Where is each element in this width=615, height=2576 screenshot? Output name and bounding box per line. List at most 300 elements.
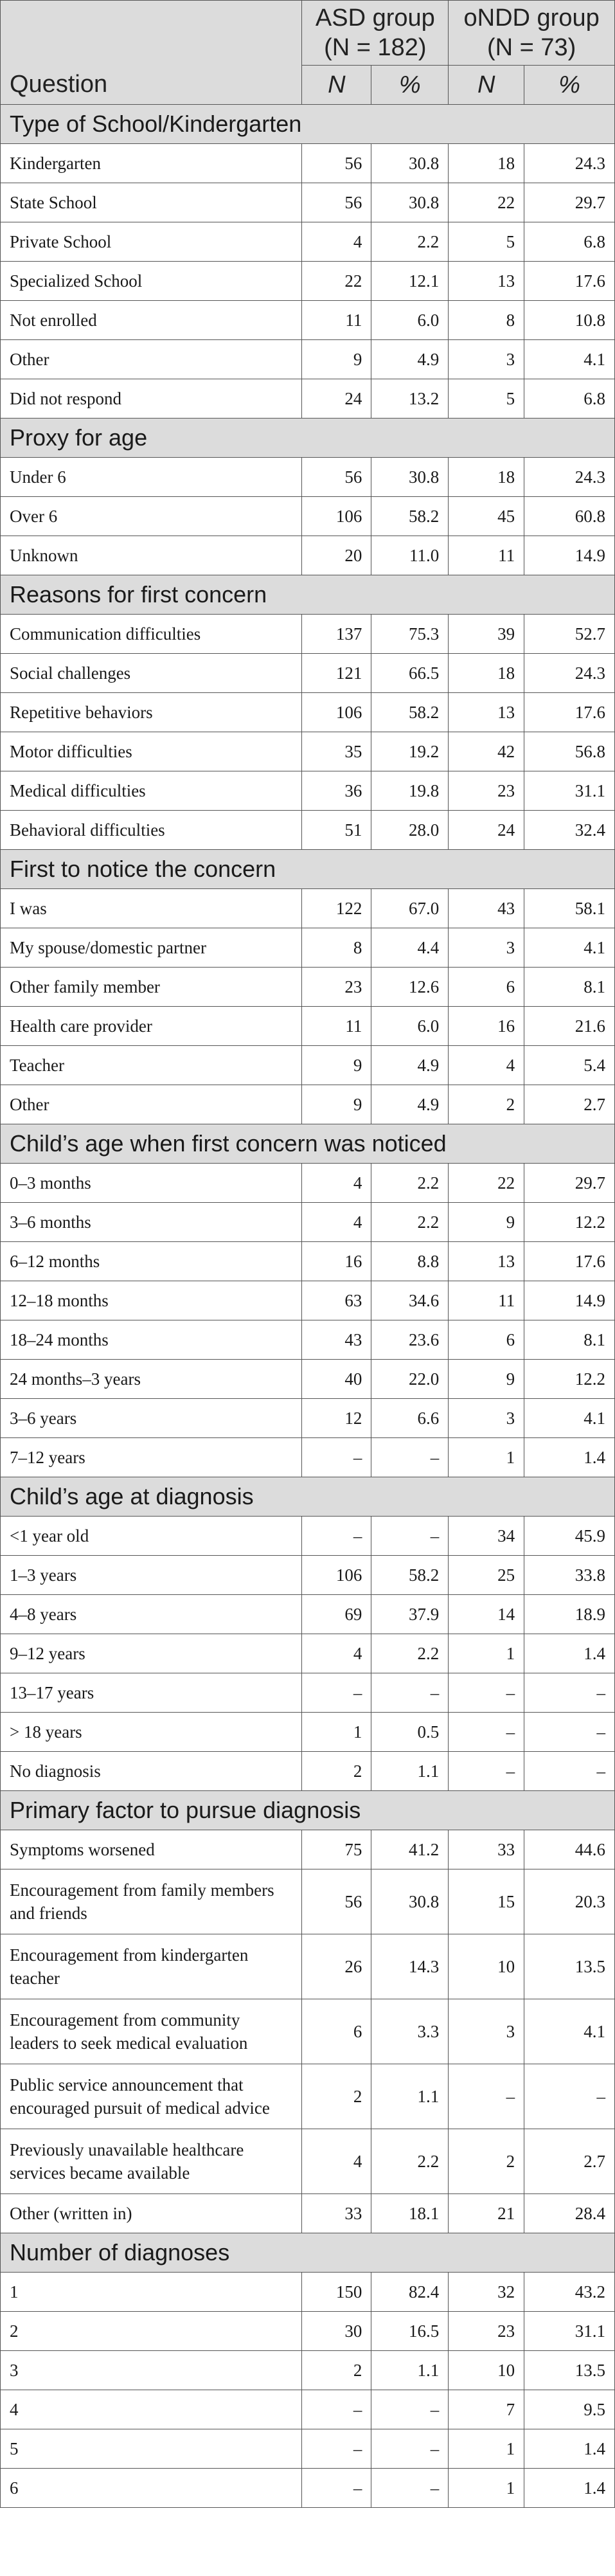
ondd-percent-cell: 21.6 (524, 1007, 615, 1046)
asd-n-cell: 2 (302, 2064, 371, 2129)
ondd-percent-cell: – (524, 2064, 615, 2129)
asd-n-cell: 35 (302, 732, 371, 771)
asd-n-cell: – (302, 2469, 371, 2508)
asd-n-cell: 4 (302, 222, 371, 262)
row-label: Other (1, 1085, 302, 1124)
asd-percent-cell: 3.3 (371, 1999, 449, 2064)
ondd-n-cell: 11 (449, 536, 524, 575)
asd-percent-cell: 34.6 (371, 1281, 449, 1320)
ondd-percent-cell: 1.4 (524, 2469, 615, 2508)
ondd-n-cell: 42 (449, 732, 524, 771)
ondd-n-cell: – (449, 2064, 524, 2129)
table-row (1, 1281, 615, 1320)
asd-n-cell: 33 (302, 2194, 371, 2233)
asd-n-cell: 106 (302, 497, 371, 536)
table-row (1, 1556, 615, 1595)
ondd-n-cell: 6 (449, 1320, 524, 1360)
asd-percent-cell: 30.8 (371, 1869, 449, 1934)
ondd-percent-cell: 14.9 (524, 536, 615, 575)
asd-n-cell: 4 (302, 2129, 371, 2194)
table-row (1, 2129, 615, 2194)
row-label: Other (written in) (1, 2194, 302, 2233)
ondd-percent-cell: 24.3 (524, 458, 615, 497)
ondd-n-cell: 39 (449, 615, 524, 654)
ondd-percent-cell: 45.9 (524, 1517, 615, 1556)
asd-percent-cell: 2.2 (371, 1634, 449, 1673)
asd-n-cell: 9 (302, 1046, 371, 1085)
table-row (1, 497, 615, 536)
ondd-n-cell: 5 (449, 222, 524, 262)
row-label: Medical difficulties (1, 771, 302, 811)
ondd-percent-cell: 8.1 (524, 1320, 615, 1360)
ondd-n-cell: 1 (449, 1438, 524, 1477)
row-label: Other (1, 340, 302, 379)
row-label: Teacher (1, 1046, 302, 1085)
row-label: Repetitive behaviors (1, 693, 302, 732)
asd-n-header: N (302, 66, 371, 105)
ondd-percent-cell: 32.4 (524, 811, 615, 850)
table-row (1, 1713, 615, 1752)
row-label: My spouse/domestic partner (1, 928, 302, 968)
table-row (1, 928, 615, 968)
asd-percent-cell: 4.9 (371, 340, 449, 379)
ondd-percent-cell: 31.1 (524, 2312, 615, 2351)
ondd-n-cell: 23 (449, 2312, 524, 2351)
asd-n-cell: 4 (302, 1164, 371, 1203)
table-row (1, 536, 615, 575)
table-row (1, 2469, 615, 2508)
table-row (1, 340, 615, 379)
section-header-row (1, 850, 615, 889)
row-label: 4–8 years (1, 1595, 302, 1634)
asd-percent-cell: 2.2 (371, 2129, 449, 2194)
asd-percent-cell: 4.4 (371, 928, 449, 968)
ondd-percent-cell: 1.4 (524, 2429, 615, 2469)
section-header-row (1, 1477, 615, 1517)
ondd-percent-cell: 12.2 (524, 1203, 615, 1242)
ondd-n-cell: 1 (449, 2469, 524, 2508)
ondd-n-cell: 25 (449, 1556, 524, 1595)
section-title: First to notice the concern (1, 850, 615, 889)
asd-percent-cell: – (371, 1517, 449, 1556)
asd-n-cell: 56 (302, 458, 371, 497)
ondd-n-cell: 14 (449, 1595, 524, 1634)
ondd-percent-cell: 12.2 (524, 1360, 615, 1399)
ondd-n-cell: 2 (449, 1085, 524, 1124)
asd-percent-cell: 28.0 (371, 811, 449, 850)
ondd-n-cell: 24 (449, 811, 524, 850)
ondd-n-cell: 16 (449, 1007, 524, 1046)
ondd-percent-cell: 33.8 (524, 1556, 615, 1595)
table-row (1, 2194, 615, 2233)
table-row (1, 1673, 615, 1713)
row-label: Did not respond (1, 379, 302, 419)
table-row (1, 1085, 615, 1124)
row-label: 5 (1, 2429, 302, 2469)
row-label: Other family member (1, 968, 302, 1007)
section-title: Child’s age when first concern was noticed (1, 1124, 615, 1164)
row-label: Health care provider (1, 1007, 302, 1046)
asd-n-cell: 26 (302, 1934, 371, 1999)
ondd-n-cell: 23 (449, 771, 524, 811)
table-row (1, 1242, 615, 1281)
asd-percent-cell: 19.8 (371, 771, 449, 811)
table-row (1, 1999, 615, 2064)
ondd-n-cell: 21 (449, 2194, 524, 2233)
row-label: Specialized School (1, 262, 302, 301)
asd-n-cell: 9 (302, 1085, 371, 1124)
asd-n-cell: 63 (302, 1281, 371, 1320)
asd-percent-cell: 2.2 (371, 1203, 449, 1242)
table-row (1, 1934, 615, 1999)
asd-n-cell: 43 (302, 1320, 371, 1360)
table-row (1, 1517, 615, 1556)
asd-group-header (302, 1, 449, 66)
asd-n-cell: 4 (302, 1634, 371, 1673)
ondd-n-cell: 3 (449, 1999, 524, 2064)
asd-percent-cell: 14.3 (371, 1934, 449, 1999)
ondd-group-header (449, 1, 615, 66)
asd-n-cell: – (302, 2390, 371, 2429)
table-row (1, 889, 615, 928)
row-label: 1 (1, 2273, 302, 2312)
asd-percent-cell: 11.0 (371, 536, 449, 575)
asd-n-cell: 121 (302, 654, 371, 693)
row-label: > 18 years (1, 1713, 302, 1752)
row-label: 4 (1, 2390, 302, 2429)
asd-percent-cell: 30.8 (371, 183, 449, 222)
section-title: Reasons for first concern (1, 575, 615, 615)
asd-percent-cell: 1.1 (371, 1752, 449, 1791)
table-row (1, 1320, 615, 1360)
row-label: State School (1, 183, 302, 222)
ondd-percent-cell: 58.1 (524, 889, 615, 928)
asd-n-cell: 150 (302, 2273, 371, 2312)
table-row (1, 968, 615, 1007)
asd-n-cell: – (302, 1438, 371, 1477)
table-row (1, 1164, 615, 1203)
asd-n-cell: 16 (302, 1242, 371, 1281)
asd-n-cell: 69 (302, 1595, 371, 1634)
ondd-percent-cell: 6.8 (524, 222, 615, 262)
asd-n-cell: 24 (302, 379, 371, 419)
asd-percent-cell: 67.0 (371, 889, 449, 928)
table-row (1, 262, 615, 301)
row-label: Kindergarten (1, 144, 302, 183)
asd-percent-cell: 4.9 (371, 1046, 449, 1085)
table-row (1, 2429, 615, 2469)
asd-percent-cell: 18.1 (371, 2194, 449, 2233)
ondd-percent-cell: 17.6 (524, 262, 615, 301)
ondd-n-cell: 45 (449, 497, 524, 536)
asd-percent-cell: – (371, 2390, 449, 2429)
table-row (1, 1203, 615, 1242)
ondd-percent-cell: 4.1 (524, 340, 615, 379)
row-label: 0–3 months (1, 1164, 302, 1203)
table-row (1, 2273, 615, 2312)
table-row (1, 458, 615, 497)
ondd-n-cell: 6 (449, 968, 524, 1007)
asd-n-cell: 12 (302, 1399, 371, 1438)
asd-group-title: ASD group (315, 5, 435, 32)
row-label: Under 6 (1, 458, 302, 497)
row-label: 3 (1, 2351, 302, 2390)
ondd-percent-cell: 1.4 (524, 1634, 615, 1673)
section-header-row (1, 1791, 615, 1830)
asd-n-cell: 23 (302, 968, 371, 1007)
ondd-n-cell: 43 (449, 889, 524, 928)
table-row (1, 1046, 615, 1085)
asd-percent-cell: 12.6 (371, 968, 449, 1007)
asd-n-cell: 1 (302, 1713, 371, 1752)
ondd-n-cell: 22 (449, 183, 524, 222)
row-label: 7–12 years (1, 1438, 302, 1477)
ondd-percent-cell: 13.5 (524, 2351, 615, 2390)
asd-n-cell: – (302, 2429, 371, 2469)
row-label: Social challenges (1, 654, 302, 693)
table-row (1, 1595, 615, 1634)
section-header-row (1, 2233, 615, 2273)
asd-percent-cell: – (371, 1673, 449, 1713)
row-label: Symptoms worsened (1, 1830, 302, 1869)
ondd-percent-cell: 9.5 (524, 2390, 615, 2429)
row-label: <1 year old (1, 1517, 302, 1556)
asd-percent-cell: – (371, 2469, 449, 2508)
section-header-row (1, 105, 615, 144)
ondd-n-cell: 7 (449, 2390, 524, 2429)
asd-n-cell: 11 (302, 1007, 371, 1046)
row-label: Motor difficulties (1, 732, 302, 771)
ondd-n-cell: 8 (449, 301, 524, 340)
row-label: 1–3 years (1, 1556, 302, 1595)
question-header: Question (1, 1, 302, 105)
ondd-n-cell: – (449, 1673, 524, 1713)
row-label: 6 (1, 2469, 302, 2508)
ondd-percent-cell: 28.4 (524, 2194, 615, 2233)
ondd-n-cell: 34 (449, 1517, 524, 1556)
row-label: 24 months–3 years (1, 1360, 302, 1399)
asd-n-cell: 106 (302, 1556, 371, 1595)
asd-percent-cell: 58.2 (371, 693, 449, 732)
ondd-n-cell: 1 (449, 2429, 524, 2469)
row-label: 13–17 years (1, 1673, 302, 1713)
row-label: Behavioral difficulties (1, 811, 302, 850)
ondd-n-cell: 5 (449, 379, 524, 419)
ondd-n-header: N (449, 66, 524, 105)
row-label: Over 6 (1, 497, 302, 536)
ondd-percent-cell: 10.8 (524, 301, 615, 340)
ondd-n-cell: 32 (449, 2273, 524, 2312)
ondd-percent-cell: 17.6 (524, 1242, 615, 1281)
asd-percent-cell: 6.6 (371, 1399, 449, 1438)
asd-n-cell: 20 (302, 536, 371, 575)
row-label: Communication difficulties (1, 615, 302, 654)
ondd-percent-cell: 2.7 (524, 1085, 615, 1124)
ondd-n-cell: 18 (449, 458, 524, 497)
ondd-n-cell: 4 (449, 1046, 524, 1085)
asd-percent-header: % (371, 66, 449, 105)
ondd-percent-cell: 20.3 (524, 1869, 615, 1934)
ondd-percent-cell: 60.8 (524, 497, 615, 536)
asd-percent-cell: 37.9 (371, 1595, 449, 1634)
table-row (1, 2312, 615, 2351)
asd-percent-cell: 23.6 (371, 1320, 449, 1360)
row-label: Public service announcement that encouraged pursuit of medical advice (1, 2064, 302, 2129)
ondd-percent-cell: 44.6 (524, 1830, 615, 1869)
table-row (1, 771, 615, 811)
ondd-percent-cell: 24.3 (524, 144, 615, 183)
section-header-row (1, 419, 615, 458)
row-label: Private School (1, 222, 302, 262)
table-row (1, 144, 615, 183)
table-body (1, 105, 615, 2508)
asd-percent-cell: 58.2 (371, 497, 449, 536)
ondd-percent-cell: 1.4 (524, 1438, 615, 1477)
ondd-group-title: oNDD group (463, 5, 600, 32)
asd-n-cell: 40 (302, 1360, 371, 1399)
ondd-n-cell: 10 (449, 1934, 524, 1999)
ondd-n-cell: 1 (449, 1634, 524, 1673)
ondd-n-cell: – (449, 1752, 524, 1791)
table-row (1, 732, 615, 771)
row-label: Previously unavailable healthcare services became available (1, 2129, 302, 2194)
asd-n-cell: 6 (302, 1999, 371, 2064)
ondd-percent-cell: 24.3 (524, 654, 615, 693)
asd-n-cell: 56 (302, 183, 371, 222)
row-label: 9–12 years (1, 1634, 302, 1673)
asd-n-cell: – (302, 1517, 371, 1556)
ondd-n-cell: 13 (449, 262, 524, 301)
ondd-percent-cell: 29.7 (524, 1164, 615, 1203)
asd-percent-cell: 2.2 (371, 222, 449, 262)
section-title: Type of School/Kindergarten (1, 105, 615, 144)
ondd-percent-cell: 5.4 (524, 1046, 615, 1085)
asd-n-cell: 9 (302, 340, 371, 379)
table-row (1, 1830, 615, 1869)
row-label: Encouragement from kindergarten teacher (1, 1934, 302, 1999)
asd-percent-cell: 30.8 (371, 458, 449, 497)
ondd-n-cell: 3 (449, 928, 524, 968)
ondd-n-cell: 22 (449, 1164, 524, 1203)
asd-percent-cell: 30.8 (371, 144, 449, 183)
table-row (1, 183, 615, 222)
ondd-percent-cell: 56.8 (524, 732, 615, 771)
asd-n-cell: 4 (302, 1203, 371, 1242)
asd-n-cell: 56 (302, 144, 371, 183)
ondd-n-cell: 9 (449, 1360, 524, 1399)
ondd-percent-cell: 29.7 (524, 183, 615, 222)
section-title: Number of diagnoses (1, 2233, 615, 2273)
asd-percent-cell: 2.2 (371, 1164, 449, 1203)
ondd-percent-header: % (524, 66, 615, 105)
ondd-n-cell: 3 (449, 340, 524, 379)
section-header-row (1, 575, 615, 615)
ondd-n-cell: 15 (449, 1869, 524, 1934)
asd-n-cell: – (302, 1673, 371, 1713)
ondd-percent-cell: 4.1 (524, 1399, 615, 1438)
asd-percent-cell: 0.5 (371, 1713, 449, 1752)
table-row (1, 2390, 615, 2429)
row-label: Encouragement from family members and friends (1, 1869, 302, 1934)
ondd-percent-cell: – (524, 1713, 615, 1752)
asd-n-cell: 2 (302, 2351, 371, 2390)
ondd-n-cell: 9 (449, 1203, 524, 1242)
table-row (1, 2351, 615, 2390)
asd-percent-cell: – (371, 1438, 449, 1477)
table-row (1, 1360, 615, 1399)
ondd-percent-cell: – (524, 1673, 615, 1713)
asd-n-cell: 11 (302, 301, 371, 340)
asd-percent-cell: 19.2 (371, 732, 449, 771)
asd-n-cell: 122 (302, 889, 371, 928)
section-title: Child’s age at diagnosis (1, 1477, 615, 1517)
asd-percent-cell: 12.1 (371, 262, 449, 301)
table-row (1, 693, 615, 732)
table-row (1, 1399, 615, 1438)
row-label: 3–6 years (1, 1399, 302, 1438)
ondd-group-n: (N = 73) (486, 34, 576, 61)
asd-percent-cell: 41.2 (371, 1830, 449, 1869)
ondd-n-cell: 2 (449, 2129, 524, 2194)
asd-n-cell: 2 (302, 1752, 371, 1791)
asd-n-cell: 51 (302, 811, 371, 850)
asd-n-cell: 36 (302, 771, 371, 811)
table-row (1, 301, 615, 340)
row-label: 12–18 months (1, 1281, 302, 1320)
asd-n-cell: 56 (302, 1869, 371, 1934)
ondd-n-cell: 11 (449, 1281, 524, 1320)
table-row (1, 1869, 615, 1934)
row-label: 18–24 months (1, 1320, 302, 1360)
table-row (1, 1007, 615, 1046)
ondd-percent-cell: – (524, 1752, 615, 1791)
asd-percent-cell: 82.4 (371, 2273, 449, 2312)
table-row (1, 2064, 615, 2129)
row-label: No diagnosis (1, 1752, 302, 1791)
ondd-percent-cell: 17.6 (524, 693, 615, 732)
ondd-n-cell: 3 (449, 1399, 524, 1438)
table-row (1, 615, 615, 654)
asd-n-cell: 137 (302, 615, 371, 654)
asd-n-cell: 8 (302, 928, 371, 968)
table-row (1, 1438, 615, 1477)
table-row (1, 1634, 615, 1673)
ondd-percent-cell: 43.2 (524, 2273, 615, 2312)
asd-percent-cell: 4.9 (371, 1085, 449, 1124)
asd-percent-cell: 13.2 (371, 379, 449, 419)
ondd-percent-cell: 4.1 (524, 928, 615, 968)
asd-percent-cell: – (371, 2429, 449, 2469)
header-row (1, 1, 615, 66)
ondd-n-cell: – (449, 1713, 524, 1752)
ondd-percent-cell: 18.9 (524, 1595, 615, 1634)
ondd-percent-cell: 6.8 (524, 379, 615, 419)
ondd-n-cell: 18 (449, 654, 524, 693)
ondd-percent-cell: 2.7 (524, 2129, 615, 2194)
row-label: 2 (1, 2312, 302, 2351)
table-row (1, 379, 615, 419)
asd-percent-cell: 16.5 (371, 2312, 449, 2351)
ondd-n-cell: 13 (449, 693, 524, 732)
table-row (1, 811, 615, 850)
section-title: Primary factor to pursue diagnosis (1, 1791, 615, 1830)
asd-percent-cell: 1.1 (371, 2351, 449, 2390)
asd-n-cell: 22 (302, 262, 371, 301)
asd-percent-cell: 66.5 (371, 654, 449, 693)
asd-percent-cell: 8.8 (371, 1242, 449, 1281)
row-label: 3–6 months (1, 1203, 302, 1242)
ondd-percent-cell: 8.1 (524, 968, 615, 1007)
